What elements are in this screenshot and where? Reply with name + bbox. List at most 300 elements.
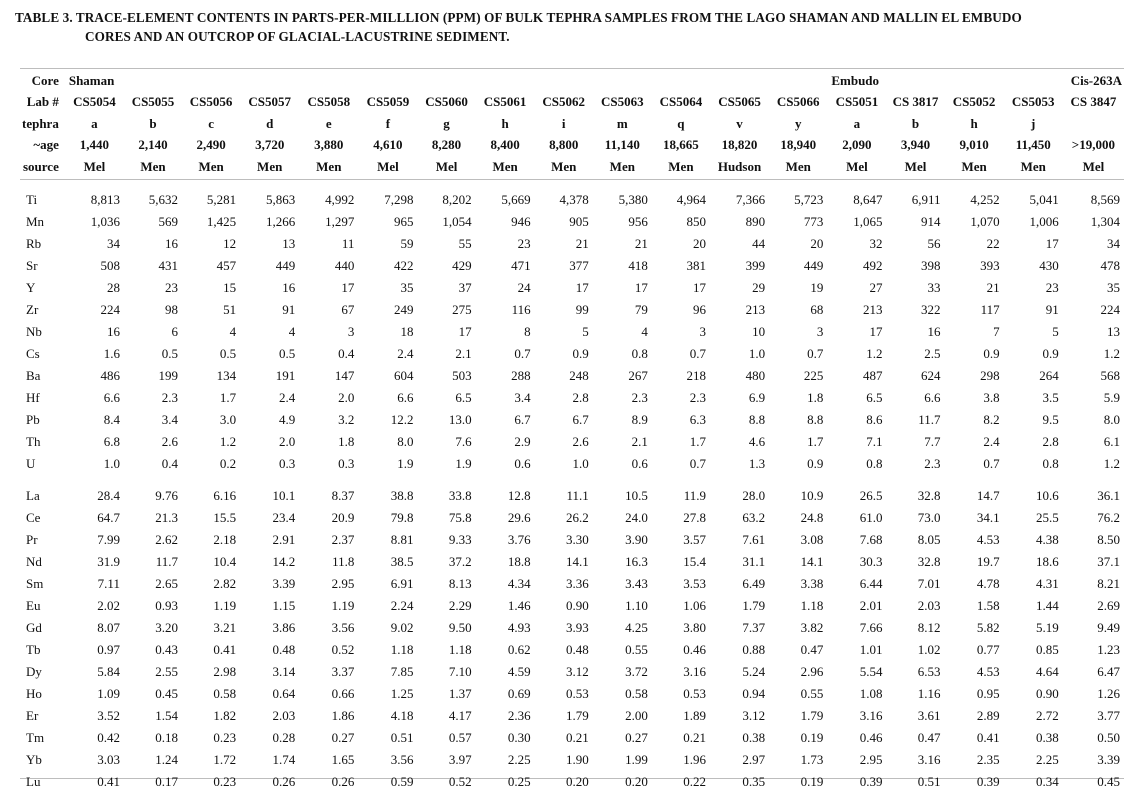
value-cell: 35 <box>1107 279 1120 295</box>
value-cell: 0.6 <box>514 455 531 471</box>
tephra-cell: d <box>266 115 274 131</box>
value-cell: 3 <box>347 323 355 339</box>
value-cell: 61.0 <box>859 509 883 525</box>
element-label: Gd <box>26 619 42 635</box>
table-row <box>20 683 1124 705</box>
value-cell: 8.07 <box>97 619 120 635</box>
value-cell: 98 <box>165 301 179 317</box>
value-cell: 1.9 <box>397 455 414 471</box>
value-cell: 1.82 <box>213 707 237 723</box>
value-cell: 0.53 <box>683 685 706 701</box>
value-cell: 480 <box>745 367 766 383</box>
value-cell: 23 <box>517 235 531 251</box>
value-cell: 0.95 <box>976 685 1000 701</box>
source-cell: Men <box>1020 158 1046 174</box>
value-cell: 4.53 <box>976 663 1000 679</box>
value-cell: 3.52 <box>97 707 120 723</box>
lab-number-cell: CS5064 <box>659 94 703 110</box>
value-cell: 5,281 <box>206 191 237 207</box>
value-cell: 1.16 <box>917 685 941 701</box>
value-cell: 14.2 <box>272 553 296 569</box>
value-cell: 0.9 <box>1042 345 1059 361</box>
value-cell: 2.55 <box>155 663 179 679</box>
value-cell: 914 <box>921 213 941 229</box>
value-cell: 7.7 <box>924 433 941 449</box>
value-cell: 2.9 <box>514 433 531 449</box>
value-cell: 6.47 <box>1097 663 1120 679</box>
value-cell: 2.18 <box>213 531 237 547</box>
value-cell: 3.80 <box>683 619 706 635</box>
value-cell: 5,041 <box>1029 191 1059 207</box>
header-row-tephra <box>20 113 1124 135</box>
value-cell: 0.4 <box>338 345 355 361</box>
value-cell: 6 <box>171 323 179 339</box>
value-cell: 32 <box>869 235 883 251</box>
value-cell: 9.50 <box>448 619 472 635</box>
age-cell: 18,665 <box>663 137 699 153</box>
value-cell: 12.8 <box>507 487 531 503</box>
header-row-core <box>20 70 1124 92</box>
value-cell: 68 <box>810 301 824 317</box>
value-cell: 773 <box>803 213 824 229</box>
value-cell: 1.74 <box>272 751 296 767</box>
value-cell: 16.3 <box>625 553 648 569</box>
value-cell: 0.90 <box>566 597 589 613</box>
table-row <box>20 365 1124 387</box>
value-cell: 3.77 <box>1097 707 1120 723</box>
value-cell: 76.2 <box>1097 509 1120 525</box>
value-cell: 1,006 <box>1029 213 1059 229</box>
table-row <box>20 749 1124 771</box>
value-cell: 9.76 <box>155 487 179 503</box>
age-cell: 3,940 <box>900 137 931 153</box>
value-cell: 4.25 <box>625 619 648 635</box>
tephra-cell: q <box>677 115 685 131</box>
value-cell: 1.15 <box>272 597 296 613</box>
table-row <box>20 343 1124 365</box>
value-cell: 2.35 <box>976 751 1000 767</box>
value-cell: 0.9 <box>572 345 589 361</box>
value-cell: 99 <box>575 301 589 317</box>
value-cell: 34 <box>1107 235 1120 251</box>
value-cell: 16 <box>106 323 120 339</box>
value-cell: 2.72 <box>1036 707 1059 723</box>
value-cell: 0.7 <box>983 455 1000 471</box>
value-cell: 0.20 <box>566 773 589 789</box>
value-cell: 0.58 <box>213 685 237 701</box>
value-cell: 1.18 <box>448 641 472 657</box>
value-cell: 1.7 <box>219 389 237 405</box>
age-cell: >19,000 <box>1071 137 1115 153</box>
value-cell: 1.7 <box>807 433 824 449</box>
value-cell: 0.97 <box>97 641 120 657</box>
value-cell: 1.37 <box>448 685 472 701</box>
value-cell: 8,813 <box>90 191 120 207</box>
age-cell: 2,140 <box>138 137 168 153</box>
value-cell: 3.30 <box>566 531 589 547</box>
value-cell: 275 <box>452 301 472 317</box>
value-cell: 34.1 <box>976 509 1000 525</box>
element-label: Pr <box>26 531 38 547</box>
value-cell: 1.73 <box>800 751 824 767</box>
tephra-cell: a <box>853 115 861 131</box>
value-cell: 31.9 <box>97 553 120 569</box>
value-cell: 6.16 <box>213 487 237 503</box>
value-cell: 1.72 <box>213 751 237 767</box>
value-cell: 471 <box>511 257 531 273</box>
age-cell: 1,440 <box>79 137 110 153</box>
value-cell: 0.21 <box>566 729 589 745</box>
value-cell: 3.56 <box>331 619 355 635</box>
table-row <box>20 507 1124 529</box>
value-cell: 8.0 <box>1103 411 1120 427</box>
value-cell: 2.4 <box>983 433 1000 449</box>
value-cell: 3.8 <box>983 389 1000 405</box>
value-cell: 7.99 <box>97 531 120 547</box>
value-cell: 3.53 <box>683 575 706 591</box>
lab-number-cell: CS5065 <box>718 94 761 110</box>
value-cell: 21.3 <box>155 509 179 525</box>
lab-number-cell: CS5059 <box>366 94 410 110</box>
value-cell: 19.7 <box>976 553 1000 569</box>
value-cell: 1.2 <box>219 433 237 449</box>
value-cell: 91 <box>282 301 296 317</box>
table-row <box>20 277 1124 299</box>
value-cell: 23.4 <box>272 509 296 525</box>
value-cell: 7.68 <box>859 531 883 547</box>
value-cell: 22 <box>986 235 1000 251</box>
value-cell: 249 <box>393 301 414 317</box>
element-label: Ho <box>26 685 42 701</box>
value-cell: 4,252 <box>970 191 1000 207</box>
value-cell: 8.8 <box>807 411 824 427</box>
value-cell: 2.03 <box>917 597 941 613</box>
value-cell: 28.0 <box>742 487 766 503</box>
value-cell: 381 <box>686 257 706 273</box>
value-cell: 5,380 <box>618 191 648 207</box>
value-cell: 3 <box>699 323 706 339</box>
value-cell: 147 <box>334 367 355 383</box>
value-cell: 2.37 <box>331 531 355 547</box>
value-cell: 2.24 <box>390 597 414 613</box>
value-cell: 4 <box>288 323 296 339</box>
value-cell: 2.4 <box>397 345 414 361</box>
value-cell: 0.50 <box>1097 729 1120 745</box>
value-cell: 17 <box>869 323 883 339</box>
lab-number-cell: CS5066 <box>776 94 820 110</box>
value-cell: 1.79 <box>566 707 589 723</box>
value-cell: 8.12 <box>917 619 941 635</box>
value-cell: 27.8 <box>683 509 706 525</box>
lab-number-cell: CS5058 <box>307 94 351 110</box>
lab-number-label: Lab # <box>26 94 59 110</box>
value-cell: 2.98 <box>213 663 237 679</box>
value-cell: 1.79 <box>742 597 766 613</box>
lab-number-cell: CS5060 <box>425 94 468 110</box>
value-cell: 2.1 <box>455 345 472 361</box>
value-cell: 8.8 <box>748 411 766 427</box>
value-cell: 51 <box>223 301 237 317</box>
tephra-cell: a <box>91 115 98 131</box>
source-cell: Men <box>785 158 811 174</box>
value-cell: 1.96 <box>683 751 706 767</box>
value-cell: 2.3 <box>689 389 706 405</box>
age-cell: 2,490 <box>196 137 226 153</box>
value-cell: 850 <box>686 213 706 229</box>
source-cell: Men <box>316 158 342 174</box>
element-label: Tm <box>26 729 45 745</box>
value-cell: 0.28 <box>272 729 296 745</box>
value-cell: 63.2 <box>742 509 766 525</box>
value-cell: 44 <box>752 235 766 251</box>
value-cell: 298 <box>980 367 1000 383</box>
value-cell: 1.8 <box>338 433 355 449</box>
value-cell: 1.06 <box>683 597 706 613</box>
tephra-cell: b <box>149 115 157 131</box>
core-label: Core <box>31 72 59 88</box>
value-cell: 0.43 <box>155 641 179 657</box>
value-cell: 28 <box>106 279 120 295</box>
value-cell: 7.85 <box>390 663 414 679</box>
value-cell: 1,070 <box>970 213 1000 229</box>
value-cell: 478 <box>1100 257 1120 273</box>
value-cell: 0.23 <box>213 773 237 789</box>
value-cell: 5,863 <box>266 191 296 207</box>
value-cell: 225 <box>803 367 824 383</box>
value-cell: 0.58 <box>625 685 648 701</box>
value-cell: 6.7 <box>572 411 589 427</box>
value-cell: 3.57 <box>683 531 706 547</box>
source-cell: Men <box>492 158 518 174</box>
element-label: U <box>26 455 36 471</box>
value-cell: 1,054 <box>442 213 472 229</box>
value-cell: 11.7 <box>918 411 941 427</box>
value-cell: 0.5 <box>279 345 296 361</box>
value-cell: 0.3 <box>279 455 296 471</box>
value-cell: 224 <box>1100 301 1120 317</box>
value-cell: 8.2 <box>983 411 1000 427</box>
value-cell: 0.6 <box>631 455 648 471</box>
age-cell: 3,720 <box>255 137 285 153</box>
source-cell: Men <box>257 158 283 174</box>
value-cell: 0.59 <box>390 773 414 789</box>
value-cell: 4,964 <box>676 191 706 207</box>
value-cell: 3.39 <box>272 575 296 591</box>
source-cell: Men <box>961 158 987 174</box>
value-cell: 4.59 <box>507 663 531 679</box>
value-cell: 9.33 <box>448 531 472 547</box>
element-label: Pb <box>26 411 40 427</box>
value-cell: 0.55 <box>800 685 824 701</box>
value-cell: 2.25 <box>1036 751 1059 767</box>
source-cell: Men <box>609 158 635 174</box>
value-cell: 5 <box>582 323 589 339</box>
value-cell: 0.38 <box>1036 729 1059 745</box>
value-cell: 3.4 <box>161 411 179 427</box>
value-cell: 4,378 <box>559 191 589 207</box>
element-label: La <box>26 487 40 503</box>
source-cell: Hudson <box>717 158 762 174</box>
table-title-line-1: TABLE 3. TRACE-ELEMENT CONTENTS IN PARTS-PER-MILLLION (PPM) OF BULK TEPHRA SAMPLES FROM THE LAGO SHAMAN AND MALLIN EL EMBUDO <box>15 10 1022 25</box>
table-row <box>20 771 1124 793</box>
value-cell: 0.94 <box>742 685 766 701</box>
value-cell: 1,297 <box>325 213 355 229</box>
value-cell: 37.2 <box>448 553 472 569</box>
source-cell: Mel <box>435 158 458 174</box>
value-cell: 0.34 <box>1036 773 1059 789</box>
value-cell: 449 <box>275 257 296 273</box>
table-row <box>20 189 1124 211</box>
age-cell: 18,820 <box>721 137 758 153</box>
value-cell: 7.6 <box>455 433 472 449</box>
value-cell: 6.8 <box>103 433 120 449</box>
value-cell: 5,669 <box>501 191 531 207</box>
value-cell: 4.38 <box>1036 531 1059 547</box>
value-cell: 8.81 <box>390 531 414 547</box>
value-cell: 17 <box>458 323 472 339</box>
value-cell: 422 <box>393 257 414 273</box>
value-cell: 20 <box>810 235 824 251</box>
value-cell: 24.0 <box>625 509 648 525</box>
element-label: Dy <box>26 663 42 679</box>
lab-number-cell: CS5055 <box>131 94 175 110</box>
value-cell: 0.52 <box>331 641 355 657</box>
value-cell: 1.44 <box>1036 597 1059 613</box>
value-cell: 3.90 <box>625 531 648 547</box>
value-cell: 4,992 <box>325 191 355 207</box>
value-cell: 2.03 <box>272 707 296 723</box>
value-cell: 4.18 <box>390 707 414 723</box>
value-cell: 6.5 <box>455 389 472 405</box>
table-row <box>20 387 1124 409</box>
value-cell: 1.65 <box>331 751 355 767</box>
table-row <box>20 475 1124 507</box>
value-cell: 10.5 <box>625 487 648 503</box>
element-label: Mn <box>26 213 45 229</box>
value-cell: 7.37 <box>742 619 766 635</box>
value-cell: 1.54 <box>155 707 179 723</box>
value-cell: 8.05 <box>917 531 941 547</box>
core-name-cis-263a: Cis-263A <box>1070 72 1122 88</box>
value-cell: 36.1 <box>1097 487 1120 503</box>
value-cell: 8,202 <box>442 191 472 207</box>
value-cell: 7.61 <box>742 531 766 547</box>
value-cell: 398 <box>921 257 941 273</box>
age-cell: 8,280 <box>431 137 462 153</box>
value-cell: 3.38 <box>800 575 824 591</box>
value-cell: 64.7 <box>97 509 120 525</box>
value-cell: 20.9 <box>331 509 355 525</box>
value-cell: 1.7 <box>689 433 706 449</box>
element-label: Th <box>26 433 41 449</box>
value-cell: 0.8 <box>631 345 648 361</box>
table-row <box>20 661 1124 683</box>
value-cell: 8,647 <box>853 191 883 207</box>
value-cell: 7,366 <box>735 191 766 207</box>
value-cell: 0.8 <box>866 455 883 471</box>
value-cell: 7.11 <box>97 575 120 591</box>
value-cell: 1.86 <box>331 707 355 723</box>
table-row <box>20 551 1124 573</box>
value-cell: 0.48 <box>272 641 296 657</box>
value-cell: 1.19 <box>331 597 355 613</box>
value-cell: 2.3 <box>924 455 941 471</box>
value-cell: 2.1 <box>631 433 648 449</box>
value-cell: 0.2 <box>219 455 237 471</box>
lab-number-cell: CS5051 <box>835 94 879 110</box>
value-cell: 0.62 <box>507 641 531 657</box>
value-cell: 4.78 <box>976 575 1000 591</box>
value-cell: 5.24 <box>742 663 766 679</box>
value-cell: 3.5 <box>1042 389 1059 405</box>
value-cell: 30.3 <box>859 553 883 569</box>
table-row <box>20 409 1124 431</box>
value-cell: 27 <box>869 279 883 295</box>
value-cell: 37.1 <box>1097 553 1120 569</box>
value-cell: 8.13 <box>448 575 472 591</box>
value-cell: 29.6 <box>507 509 531 525</box>
value-cell: 1.79 <box>800 707 824 723</box>
value-cell: 0.93 <box>155 597 179 613</box>
value-cell: 0.69 <box>507 685 531 701</box>
value-cell: 0.39 <box>976 773 1000 789</box>
value-cell: 73.0 <box>917 509 941 525</box>
table-row <box>20 431 1124 453</box>
value-cell: 6.6 <box>924 389 941 405</box>
value-cell: 3.56 <box>390 751 414 767</box>
value-cell: 0.7 <box>807 345 824 361</box>
element-label: Zr <box>26 301 39 317</box>
value-cell: 59 <box>400 235 414 251</box>
source-label: source <box>22 158 59 174</box>
value-cell: 23 <box>1045 279 1059 295</box>
value-cell: 11 <box>341 235 355 251</box>
value-cell: 2.0 <box>279 433 296 449</box>
value-cell: 0.52 <box>448 773 472 789</box>
element-label: Nd <box>26 553 42 569</box>
value-cell: 2.25 <box>507 751 531 767</box>
value-cell: 15.4 <box>683 553 706 569</box>
value-cell: 6.53 <box>917 663 941 679</box>
value-cell: 3.14 <box>272 663 296 679</box>
value-cell: 492 <box>862 257 883 273</box>
value-cell: 17 <box>634 279 648 295</box>
value-cell: 12 <box>223 235 237 251</box>
age-cell: 4,610 <box>373 137 403 153</box>
value-cell: 0.7 <box>689 455 706 471</box>
value-cell: 3 <box>816 323 824 339</box>
value-cell: 7,298 <box>384 191 414 207</box>
value-cell: 2.4 <box>279 389 296 405</box>
value-cell: 33.8 <box>448 487 472 503</box>
value-cell: 116 <box>511 301 531 317</box>
value-cell: 624 <box>921 367 941 383</box>
value-cell: 248 <box>569 367 589 383</box>
value-cell: 213 <box>862 301 883 317</box>
value-cell: 28.4 <box>97 487 120 503</box>
lab-number-cell: CS5061 <box>483 94 527 110</box>
element-label: Lu <box>26 773 41 789</box>
value-cell: 224 <box>100 301 120 317</box>
value-cell: 26.5 <box>859 487 883 503</box>
value-cell: 91 <box>1045 301 1059 317</box>
value-cell: 0.27 <box>625 729 648 745</box>
tephra-cell: v <box>736 115 743 131</box>
tephra-cell: j <box>1031 115 1036 131</box>
value-cell: 55 <box>458 235 472 251</box>
age-cell: 11,140 <box>604 137 640 153</box>
value-cell: 12.2 <box>390 411 414 427</box>
